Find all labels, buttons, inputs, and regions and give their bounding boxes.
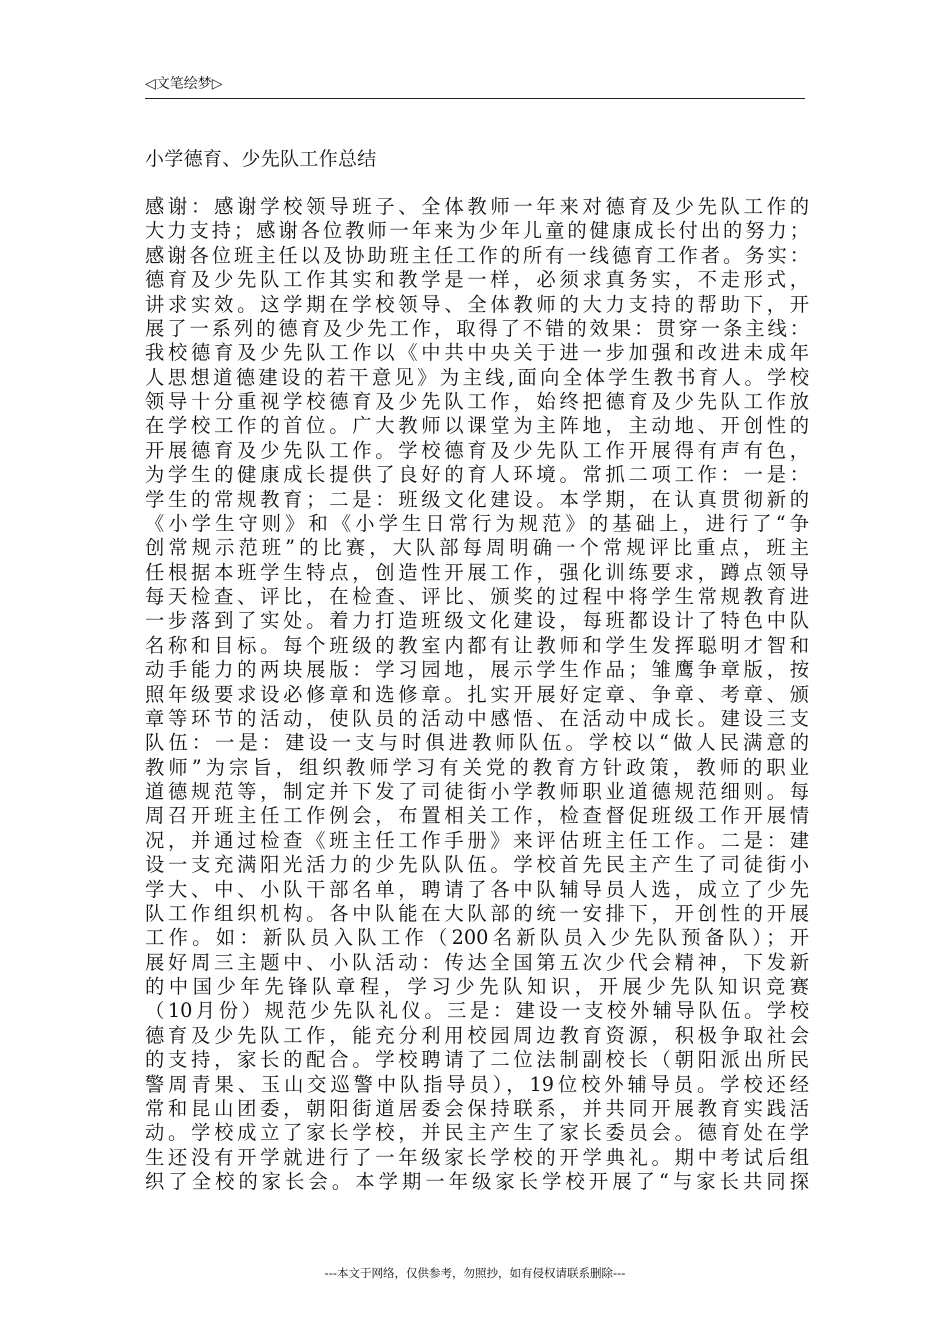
body-line: 学大、中、小队干部名单，聘请了各中队辅导员人选，成立了少先 <box>145 877 809 901</box>
body-line: 周召开班主任工作例会，布置相关工作，检查督促班级工作开展情 <box>145 804 809 828</box>
body-line: 名称和目标。每个班级的教室内都有让教师和学生发挥聪明才智和 <box>145 633 809 657</box>
body-line: 织了全校的家长会。本学期一年级家长学校开展了“与家长共同探 <box>145 1170 809 1193</box>
page-footer: ---本文于网络，仅供参考，勿照抄，如有侵权请联系删除--- <box>324 1266 626 1280</box>
body-line: 开展德育及少先队工作。学校德育及少先队工作开展得有声有色， <box>145 438 809 462</box>
body-line: 德育及少先队工作，能充分利用校园周边教育资源，积极争取社会 <box>145 1023 809 1047</box>
body-line: 展了一系列的德育及少先工作，取得了不错的效果：贯穿一条主线： <box>145 316 809 340</box>
body-line: 况，并通过检查《班主任工作手册》来评估班主任工作。二是：建 <box>145 828 809 852</box>
body-line: 道德规范等，制定并下发了司徒街小学教师职业道德规范细则。每 <box>145 780 809 803</box>
body-line: 的支持，家长的配合。学校聘请了二位法制副校长（朝阳派出所民 <box>145 1048 809 1072</box>
body-line: 照年级要求设必修章和选修章。扎实开展好定章、争章、考章、颁 <box>145 682 809 706</box>
body-line: 警周青果、玉山交巡警中队指导员），19位校外辅导员。学校还经 <box>145 1072 809 1096</box>
document-body <box>145 195 809 1194</box>
body-line: 《小学生守则》和《小学生日常行为规范》的基础上，进行了“争 <box>145 511 809 535</box>
body-line: 讲求实效。这学期在学校领导、全体教师的大力支持的帮助下，开 <box>145 292 809 316</box>
body-line: 动。学校成立了家长学校，并民主产生了家长委员会。德育处在学 <box>145 1121 809 1145</box>
document-title: 小学德育、少先队工作总结 <box>145 148 377 170</box>
body-line: 教师”为宗旨，组织教师学习有关党的教育方针政策，教师的职业 <box>145 755 809 779</box>
body-line: 德育及少先队工作其实和教学是一样，必须求真务实，不走形式， <box>145 268 809 292</box>
page-header <box>145 70 805 99</box>
body-line: 一步落到了实处。着力打造班级文化建设，每班都设计了特色中队 <box>145 609 809 633</box>
body-line: 队伍：一是：建设一支与时俱进教师队伍。学校以“做人民满意的 <box>145 731 809 755</box>
body-line: 工作。如：新队员入队工作（200名新队员入少先队预备队）；开 <box>145 926 809 950</box>
body-line: 任根据本班学生特点，创造性开展工作，强化训练要求，蹲点领导 <box>145 560 809 584</box>
body-line: 领导十分重视学校德育及少先队工作，始终把德育及少先队工作放 <box>145 390 809 413</box>
body-line: 我校德育及少先队工作以《中共中央关于进一步加强和改进未成年 <box>145 341 809 365</box>
body-line: 感谢：感谢学校领导班子、全体教师一年来对德育及少先队工作的 <box>145 195 809 218</box>
body-line: 常和昆山团委，朝阳街道居委会保持联系，并共同开展教育实践活 <box>145 1096 809 1120</box>
body-line: 生还没有开学就进行了一年级家长学校的开学典礼。期中考试后组 <box>145 1145 809 1169</box>
header-text: ◁文笔绘梦▷ <box>145 76 223 92</box>
body-line: （10月份）规范少先队礼仪。三是：建设一支校外辅导队伍。学校 <box>145 999 809 1023</box>
body-line: 队工作组织机构。各中队能在大队部的统一安排下，开创性的开展 <box>145 901 809 925</box>
body-line: 展好周三主题中、小队活动：传达全国第五次少代会精神，下发新 <box>145 950 809 974</box>
body-line: 每天检查、评比，在检查、评比、颁奖的过程中将学生常规教育进 <box>145 585 809 608</box>
body-line: 章等环节的活动，使队员的活动中感悟、在活动中成长。建设三支 <box>145 706 809 730</box>
body-line: 动手能力的两块展版：学习园地，展示学生作品；雏鹰争章版，按 <box>145 658 809 682</box>
body-line: 为学生的健康成长提供了良好的育人环境。常抓二项工作：一是： <box>145 463 809 487</box>
body-line: 感谢各位班主任以及协助班主任工作的所有一线德育工作者。务实： <box>145 243 809 267</box>
body-line: 人思想道德建设的若干意见》为主线,面向全体学生教书育人。学校 <box>145 365 809 389</box>
body-line: 大力支持；感谢各位教师一年来为少年儿童的健康成长付出的努力； <box>145 219 809 243</box>
body-line: 创常规示范班”的比赛，大队部每周明确一个常规评比重点，班主 <box>145 536 809 560</box>
body-line: 设一支充满阳光活力的少先队队伍。学校首先民主产生了司徒街小 <box>145 853 809 877</box>
body-line: 学生的常规教育；二是：班级文化建设。本学期，在认真贯彻新的 <box>145 487 809 511</box>
body-line: 的中国少年先锋队章程，学习少先队知识，开展少先队知识竞赛 <box>145 975 809 998</box>
body-line: 在学校工作的首位。广大教师以课堂为主阵地，主动地、开创性的 <box>145 414 809 438</box>
